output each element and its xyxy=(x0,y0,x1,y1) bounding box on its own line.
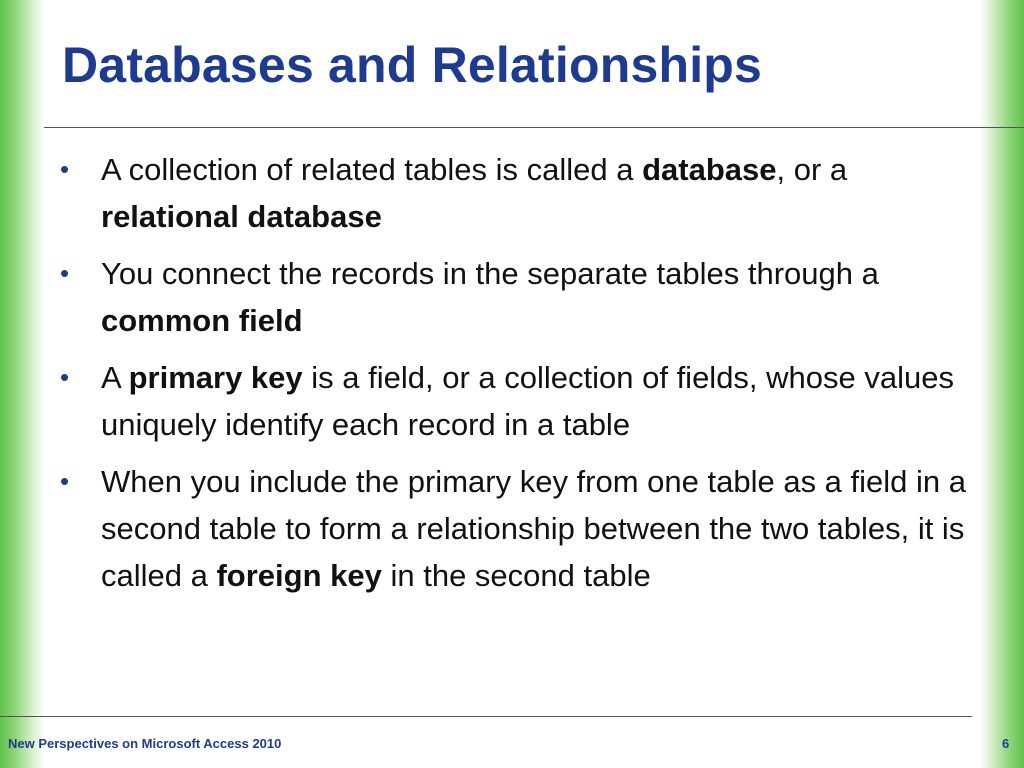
bullet-text: You connect the records in the separate tables through a xyxy=(101,256,879,291)
bullet-item xyxy=(60,146,970,240)
page-number: 6 xyxy=(1002,736,1010,751)
bullet-term-bold: relational database xyxy=(101,199,382,234)
right-green-border xyxy=(980,0,1024,768)
title-divider xyxy=(44,127,1024,128)
bullet-item xyxy=(60,250,970,344)
bullet-text: in the second table xyxy=(381,558,651,593)
footer-caption: New Perspectives on Microsoft Access 2010 xyxy=(8,736,282,751)
bullet-text: A xyxy=(101,360,129,395)
slide-title: Databases and Relationships xyxy=(62,37,763,93)
bullet-text: When you include the primary key from one table as a field in a second table to form a relationship between the two tables, it is called a xyxy=(101,464,967,593)
bullet-list xyxy=(60,146,970,609)
bullet-text: A collection of related tables is called a xyxy=(101,152,643,187)
bullet-item xyxy=(60,354,970,448)
bullet-text: , or a xyxy=(776,152,848,187)
left-green-border xyxy=(0,0,44,768)
bullet-term-bold: foreign key xyxy=(216,558,382,593)
footer-divider xyxy=(0,716,972,717)
bullet-term-bold: database xyxy=(642,152,777,187)
bullet-icon: • xyxy=(60,258,70,288)
bullet-icon: • xyxy=(60,362,70,392)
bullet-term-bold: common field xyxy=(101,303,303,338)
bullet-text: is a field, or a collection of fields, whose values uniquely identify each record in a table xyxy=(101,360,954,442)
bullet-term-bold: primary key xyxy=(128,360,303,395)
bullet-icon: • xyxy=(60,466,70,496)
bullet-icon: • xyxy=(60,154,70,184)
bullet-item xyxy=(60,458,970,599)
